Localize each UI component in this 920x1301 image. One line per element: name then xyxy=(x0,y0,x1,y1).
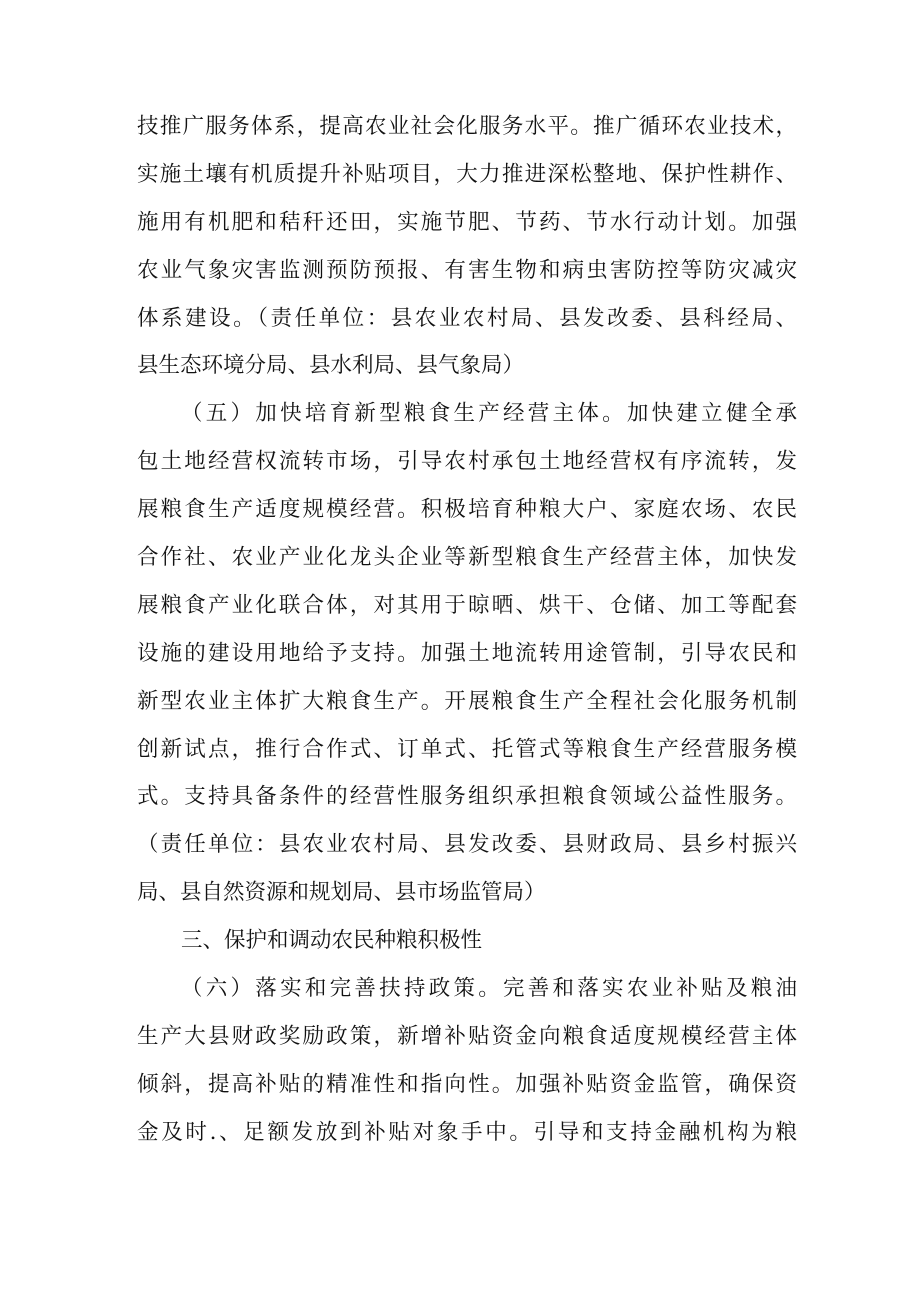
body-text xyxy=(137,103,797,1157)
text-line-9: 展粮食生产适度规模经营。积极培育种粮大户、家庭农场、农民 xyxy=(137,497,797,523)
text-line-5: 体系建设。（责任单位：县农业农村局、县发改委、县科经局、 xyxy=(137,305,797,331)
text-line-10: 合作社、农业产业化龙头企业等新型粮食生产经营主体，加快发 xyxy=(137,545,797,571)
text-line-4: 农业气象灾害监测预防预报、有害生物和病虫害防控等防灾减灾 xyxy=(137,257,797,283)
text-line-15: 式。支持具备条件的经营性服务组织承担粮食领域公益性服务。 xyxy=(137,784,797,810)
text-line-17: 局、县自然资源和规划局、县市场监管局） xyxy=(137,880,546,906)
text-line-3: 施用有机肥和秸秆还田，实施节肥、节药、节水行动计划。加强 xyxy=(137,209,797,235)
text-line-14: 创新试点，推行合作式、订单式、托管式等粮食生产经营服务模 xyxy=(137,736,797,762)
text-line-21: 倾斜，提高补贴的精准性和指向性。加强补贴资金监管，确保资 xyxy=(137,1071,797,1097)
paragraph-heading-5: （五）加快培育新型粮食生产经营主体。加快建立健全承 xyxy=(181,401,797,427)
text-line-13: 新型农业主体扩大粮食生产。开展粮食生产全程社会化服务机制 xyxy=(137,688,797,714)
text-line-20: 生产大县财政奖励政策，新增补贴资金向粮食适度规模经营主体 xyxy=(137,1023,797,1049)
text-line-16: （责任单位：县农业农村局、县发改委、县财政局、县乡村振兴 xyxy=(137,832,797,858)
text-line-8: 包土地经营权流转市场，引导农村承包土地经营权有序流转，发 xyxy=(137,449,797,475)
text-line-12: 设施的建设用地给予支持。加强土地流转用途管制，引导农民和 xyxy=(137,640,797,666)
text-line-2: 实施土壤有机质提升补贴项目，大力推进深松整地、保护性耕作、 xyxy=(137,161,797,187)
text-line-22: 金及时.、足额发放到补贴对象手中。引导和支持金融机构为粮 xyxy=(137,1119,797,1145)
text-line-6: 县生态环境分局、县水利局、县气象局） xyxy=(137,353,525,379)
text-line-11: 展粮食产业化联合体，对其用于晾晒、烘干、仓储、加工等配套 xyxy=(137,592,797,618)
text-line-1: 技推广服务体系，提高农业社会化服务水平。推广循环农业技术， xyxy=(137,114,797,139)
section-heading-3: 三、保护和调动农民种粮积极性 xyxy=(181,928,483,954)
paragraph-heading-6: （六）落实和完善扶持政策。完善和落实农业补贴及粮油 xyxy=(181,976,797,1002)
